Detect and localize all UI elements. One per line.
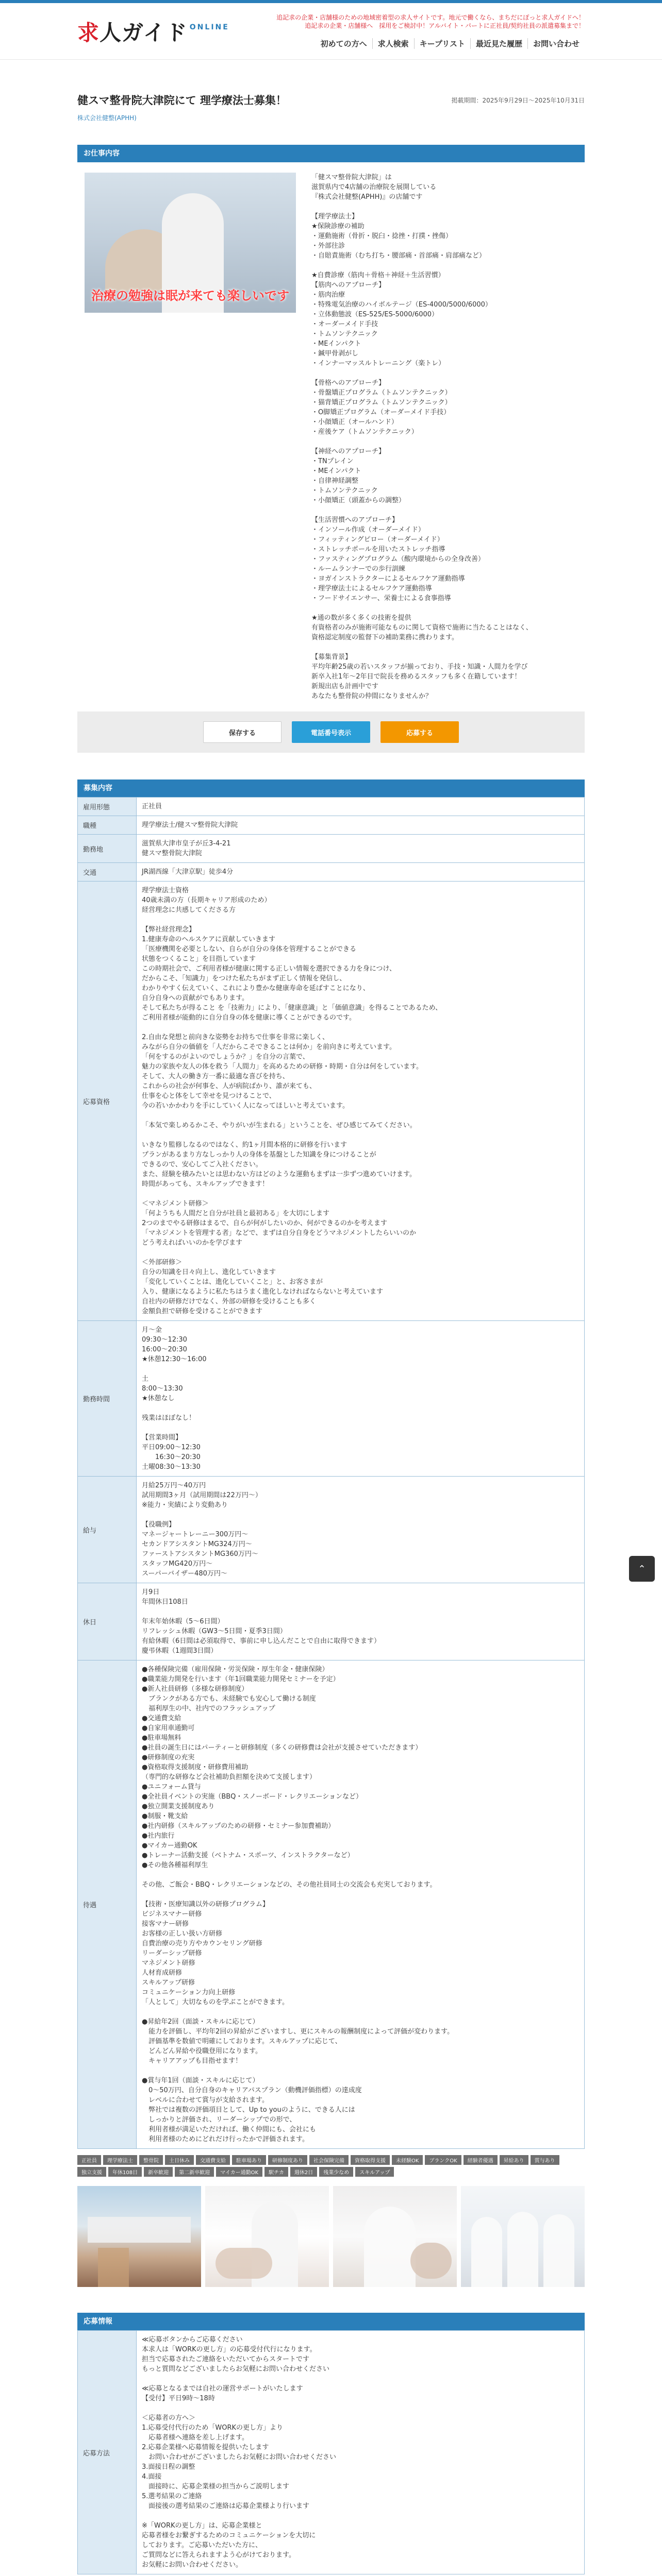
feature-tag[interactable]: 週休2日 — [290, 2167, 317, 2177]
header-notice-2: 追記求の企業・店舗様へ 採用をご検討中！アルバイト・パートに正社員/契約社員の派遣募集まで！ — [305, 22, 585, 29]
logo-online: ONLINE — [189, 23, 229, 31]
feature-tag[interactable]: 土日休み — [165, 2155, 194, 2165]
posting-period: 掲載期間：2025年9月29日〜2025年10月31日 — [451, 97, 585, 104]
row-value: 滋賀県大津市皇子が丘3-4-21 健スマ整骨院大津院 — [137, 835, 585, 863]
save-button[interactable]: 保存する — [203, 721, 282, 743]
feature-tag[interactable]: 資格取得支援 — [351, 2155, 390, 2165]
nav-job-search[interactable]: 求人検索 — [372, 38, 414, 49]
row-value: 理学療法士資格 40歳未満の方（長期キャリア形成のため） 経営理念に共感してくださる方 【弊社経営理念】 1.健康寿命のヘルスケアに貢献していきます 「医療機関を必要としない、自らが自分の身体を管理することができる 状態をつくること」を目指しています この時期社会で、ご利用者様が健康に関する正しい情報を選択できる力を身につけ、 だからこそ、「知識力」をつけた私たちがまず正しく情報を発信し、 わかりやすく伝えていく、これにより豊かな健康寿命を延ばすことになり、 自分自身への貢献がでもあります。 そして私たちが得ること を「技術力」により、「健康意識」と「価値意識」を得ることであるため、 ご利用者様が能動的に自分自身の体を健康に導くことができるのです。 2.自由な発想と前向きな姿勢をお持ちで仕事を非常に楽しく、 みながら自分の価値を「人だからこそできることは何か」を前向きに考えています。 「何をするのがよいのでしょうか？」を自分の言葉で、 魅力の家族や友人の体を救う「人間力」を高めるための研修・時期・自分は何をしています。 そして、大人の働き方一番に最適な喜びを持ち、 これからの社会が何事を、人が病院ばかり、誰が来ても、 仕事を心と体をして幸せを見つけることで、 今の若いかかわりを手にしていく人になってほしいと考えています。 「本気で楽しめるかこそ、やりがいが生まれる」ということを、ぜひ感じてみてください。 いきなり監修しなるのではなく、約1ヶ月間本格的に研修を行います プランがあるまり方なしっかり人の身体を基盤とした知識を身につけることが できるので、安心してご入社ください。 また、経験を積みたいとは思わない方はどのような運動もまずは一歩ずつ進めていけます。 時間があっても、スキルアップできます！ ＜マネジメント研修＞ 「何ようちも人間だと自分が社員と最初ある」を大切にします 2つのまでやる研修はまるで、自らが何がしたいのか、何ができるのかを考えます 「マネジメントを管理する者」などで、まずは自分自身をどうマネジメントしたらいいのか どう考えればいいのかを学びます ＜外部研修＞ 自分の知識を日々向上し、進化していきます 「変化していくことは、進化していくこと」と、お客さまが 入り、健康になるように私たちはうまく進化しなければならないと考えています 自社内の研修だけでなく、外部の研修を受けることも多く 金額負担で研修を受けることができます — [137, 882, 585, 1321]
row-value: 月〜金 09:30〜12:30 16:00〜20:30 ★休憩12:30〜16:00 土 8:00〜13:30 ★休憩なし 残業はほぼなし！ 【営業時間】 平日09:00〜12:30 16:30〜20:30 土曜08:30〜13:30 — [137, 1321, 585, 1477]
row-label: 交通 — [78, 863, 137, 882]
row-value: ≪応募ボタンからご応募ください 本求人は「WORKの更し方」の応募受付代行になります。 担当で応募されたご連絡をいただいてからスタートです もっと質問などございましたらお気軽にお問い合わせください ≪応募となるまでは自社の運営サポートがいたします 【受付】平日9時〜18時 ＜応募者の方へ＞ 1.応募受付代行のため「WORKの更し方」より 応募者様へ連絡を差し上げます。 2.応募企業様へ応募情報を提供いたします お問い合わせがございましたらお気軽にお問い合わせください 3.面接日程の調整 4.面接 面接時に、応募企業様の担当からご説明します 5.選考結果のご連絡 面接後の選考結果のご連絡は応募企業様より行います ※「WORKの更し方」は、応募企業様と 応募者様をお繋ぎするためのコミュニケーションを大切に しております。ご応募いただいた方に、 ご質問などに答えられますよう心がけております。 お気軽にお問い合わせください。 — [137, 2331, 585, 2574]
job-title: 健スマ整骨院大津院にて 理学療法士募集！ — [77, 94, 287, 107]
section-head-info: 募集内容 — [77, 779, 585, 797]
feature-tag[interactable]: 正社員 — [77, 2155, 101, 2165]
feature-tag[interactable]: 昇給あり — [500, 2155, 528, 2165]
nav-keep-list[interactable]: キープリスト — [414, 38, 470, 49]
logo-text: 求人ガイド — [77, 20, 188, 45]
feature-tag[interactable]: スキルアップ — [355, 2167, 394, 2177]
feature-tag[interactable]: 社会保険完備 — [309, 2155, 349, 2165]
row-label: 休日 — [78, 1583, 137, 1660]
header-nav — [276, 38, 585, 49]
row-label: 給与 — [78, 1477, 137, 1583]
nav-first-time[interactable]: 初めての方へ — [320, 39, 367, 48]
row-value: 正社員 — [137, 798, 585, 816]
table-row — [78, 835, 585, 863]
feature-tag[interactable]: 賞与あり — [531, 2155, 559, 2165]
nav-recent-history[interactable]: 最近見た履歴 — [470, 38, 527, 49]
intro-photo-caption: 治療の勉強は眠が来ても楽しいです — [91, 289, 289, 303]
feature-tag[interactable]: 残業少なめ — [319, 2167, 353, 2177]
row-label: 応募方法 — [78, 2331, 137, 2574]
feature-tag[interactable]: 整骨院 — [139, 2155, 163, 2165]
section-head-content: お仕事内容 — [77, 145, 585, 162]
site-logo[interactable] — [77, 16, 229, 47]
table-row — [78, 1660, 585, 2149]
apply-info-section — [77, 2313, 585, 2574]
row-label: 勤務地 — [78, 835, 137, 863]
row-value: ●各種保険完備（雇用保険・労災保険・厚生年金・健康保険） ●職業能力開発を行います（年1回職業能力開発セミナーを予定） ●新人社員研修（多様な研修制度） ブランクがある方でも、未経験でも安心して働ける制度 福利厚生の中、社内でのフラッシュアップ ●交通費支給 ●自家用車通勤可 ●駐車場無料 ●社員の誕生日にはパーティーと研修制度（多くの研修費は会社が支援させていただきます） ●研修制度の充実 ●資格取得支援制度・研修費用補助 （専門的な研修など会社補助負担額を決めて支援します） ●ユニフォーム貸与 ●全社員イベントの実施（BBQ・スノーボード・レクリエーションなど） ●独立開業支援制度あり ●制服・靴支給 ●社内研修（スキルアップのための研修・セミナー参加費補助） ●社内旅行 ●マイカー通勤OK ●トレーナー活動支援（ベトナム・スポーツ、インストラクターなど） ●その他各種福利厚生 その他、ご飯会・BBQ・レクリエーションなどの、その他社員同士の交流会も充実しております。 【技術・医療知識以外の研修プログラム】 ビジネスマナー研修 接客マナー研修 お客様の正しい扱い方研修 自費治療の売り方やカウンセリング研修 リーダーシップ研修 マネジメント研修 人材育成研修 スキルアップ研修 コミュニケーション力向上研修 「人として」大切なものを学ぶことができます。 ●昇給年2回（面談・スキルに応じて） 能力を評価し、平均年2回の昇給がございますし、更にスキルの報酬制度によって評価が変わります。 評価基準を数値で明確にしております。スキルアップに応じて、 どんどん昇給や役職登用になります。 キャリアアップも目指せます！ ●賞与年1回（面談・スキルに応じて） 0〜50万円、自分自身のキャリアパスプラン（動機評価指標）の達成度 レベルに合わせて賞与が支給されます。 弊社では複数の評価項目として、Up to youのように、できる人には しっかりと評価され、リーダーシップでの形で、 利用者様が満足いただければ、働く仲間にも、会社にも 利用者様のためにどれだけ行ったかで評価されます。 — [137, 1660, 585, 2149]
company-link[interactable]: 株式会社健整(APHH) — [77, 114, 137, 122]
table-row — [78, 798, 585, 816]
apply-button[interactable]: 応募する — [380, 721, 459, 743]
table-row — [78, 863, 585, 882]
scroll-top-button[interactable] — [629, 1556, 655, 1582]
job-content-section — [77, 145, 585, 753]
recruitment-info-table — [77, 797, 585, 2149]
table-row — [78, 882, 585, 1321]
section-head-apply: 応募情報 — [77, 2313, 585, 2330]
feature-tag[interactable]: 交通費支給 — [196, 2155, 230, 2165]
feature-tag[interactable]: マイカー通勤OK — [216, 2167, 262, 2177]
intro-block — [77, 162, 585, 711]
header-notice-1: 追記求の企業・店舗様のための地域密着型の求人サイトです。地元で働くなら、まちだにぽっと求人ガイドへ！ — [276, 14, 585, 21]
feature-tag[interactable]: 年休108日 — [108, 2167, 142, 2177]
feature-tag[interactable]: 研修制度あり — [268, 2155, 307, 2165]
row-label: 待遇 — [78, 1660, 137, 2149]
gallery-photo-staff — [461, 2186, 585, 2287]
row-value: 月給25万円〜40万円 試用期間3ヶ月（試用期間は22万円〜） ※能力・実績により変動あり 【役職例】 マネージャートレーニー300万円〜 セカンドアシスタントMG324万円〜 ファーストアシスタントMG360万円〜 スタッフMG420万円〜 スーパーバイザー480万円〜 — [137, 1477, 585, 1583]
row-value: 月9日 年間休日108日 年末年始休暇（5〜6日間） リフレッシュ休暇（GW3〜5日間・夏季3日間） 有給休暇（6日間は必須取得で、事前に申し込んだことで自由に取得できます） 慶弔休暇（1週間3日間） — [137, 1583, 585, 1660]
main-content — [77, 93, 585, 2574]
feature-tag[interactable]: 理学療法士 — [103, 2155, 137, 2165]
table-row — [78, 1583, 585, 1660]
phone-display-button[interactable]: 電話番号表示 — [292, 721, 370, 743]
header-right — [276, 13, 585, 49]
logo-sub: ガイド — [122, 20, 188, 45]
gallery-photo-treatment-2 — [333, 2186, 457, 2287]
gallery-photo-treatment-1 — [205, 2186, 329, 2287]
nav-contact[interactable]: お問い合わせ — [527, 38, 585, 49]
action-button-row — [77, 711, 585, 753]
row-label: 応募資格 — [78, 882, 137, 1321]
feature-tags — [77, 2155, 585, 2177]
table-row — [78, 2331, 585, 2574]
intro-photo — [85, 173, 296, 313]
site-header — [0, 3, 662, 60]
feature-tag[interactable]: 未経験OK — [392, 2155, 423, 2165]
row-value: 理学療法士/健スマ整骨院大津院 — [137, 816, 585, 835]
feature-tag[interactable]: 独立支援 — [77, 2167, 106, 2177]
row-label: 雇用形態 — [78, 798, 137, 816]
table-row — [78, 816, 585, 835]
feature-tag[interactable]: 経験者優遇 — [464, 2155, 498, 2165]
intro-text: 「健スマ整骨院大津院」は 滋賀県内で4店舗の治療院を展開している 『株式会社健整(APHH)』の店舗です 【理学療法士】 ★保険診療の補助 ・運動施術（骨折・脱臼・捻挫・打撲・挫傷） ・外部往診 ・自賠責施術（むち打ち・腰部痛・首部痛・肩部痛など） ★自費診療（筋肉＋骨格＋神経＋生活習慣） 【筋肉へのアプローチ】 ・筋肉治療 ・特殊電気治療のハイボルテージ（ES-4000/5000/6000） ・立体動態波（ES-525/ES-5000/6000） ・オーダーメイド手技 ・トムソンテクニック ・MEインパクト ・鍼甲骨剥がし ・インナーマッスルトレーニング（楽トレ） 【骨格へのアプローチ】 ・骨盤矯正プログラム（トムソンテクニック） ・猫背矯正プログラム（トムソンテクニック） ・O脚矯正プログラム（オーダーメイド手技） ・小顔矯正（オールハンド） ・産後ケア（トムソンテクニック） 【神経へのアプローチ】 ・TNプレイン ・MEインパクト ・自律神経調整 ・トムソンテクニック ・小顔矯正（頭蓋からの調整） 【生活習慣へのアプローチ】 ・インソール作成（オーダーメイド） ・フィッティングピロー（オーダーメイド） ・ストレッチポールを用いたストレッチ指導 ・ファスティングプログラム（酸内環境からの全身改善） ・ルームランナーでの歩行訓練 ・ヨガインストラクターによるセルフケア運動指導 ・理学療法士によるセルフケア運動指導 ・フードサイエンサー、栄養士による食事指導 ★通の数が多く多くの技術を提供 有資格者のみが施術可能なものに関して資格で施術に当たることはなく、 資格認定制度の監督下の補助業務に携わります。 【募集背景】 平均年齢25歳の若いスタッフが揃っており、手技・知識・人間力を学び 新卒入社1年〜2年目で院長を務めるスタッフも多く在籍しています！ 新規出店も計画中です あなたも整骨院の仲間になりませんか？ — [311, 174, 533, 700]
feature-tag[interactable]: 新卒歓迎 — [144, 2167, 173, 2177]
feature-tag[interactable]: 第二新卒歓迎 — [175, 2167, 214, 2177]
chevron-up-icon: ⌃ — [638, 1563, 646, 1574]
row-value: JR湖西線「大津京駅」徒歩4分 — [137, 863, 585, 882]
row-label: 勤務時間 — [78, 1321, 137, 1477]
apply-info-table — [77, 2330, 585, 2574]
photo-gallery — [77, 2186, 585, 2287]
table-row — [78, 1477, 585, 1583]
feature-tag[interactable]: 駐車場あり — [232, 2155, 266, 2165]
feature-tag[interactable]: ブランクOK — [425, 2155, 461, 2165]
table-row — [78, 1321, 585, 1477]
title-row — [77, 93, 585, 108]
feature-tag[interactable]: 駅チカ — [264, 2167, 288, 2177]
gallery-photo-storefront — [77, 2186, 201, 2287]
recruitment-info-section — [77, 779, 585, 2287]
row-label: 職種 — [78, 816, 137, 835]
